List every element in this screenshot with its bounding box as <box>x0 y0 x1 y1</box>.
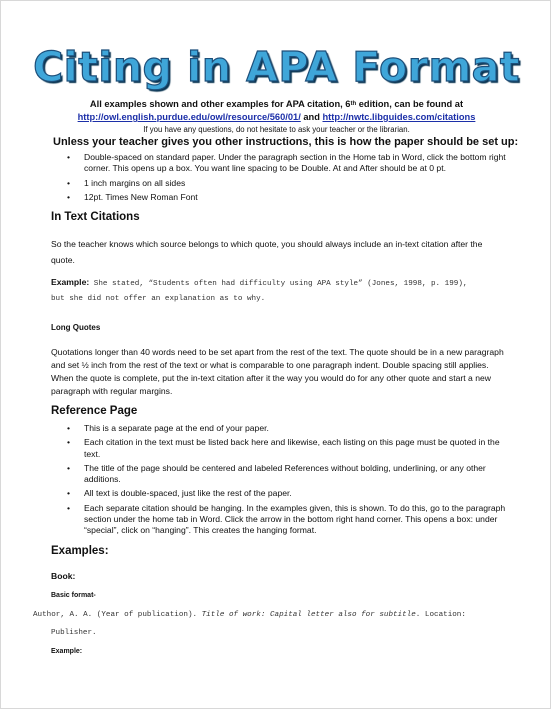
questions-note: If you have any questions, do not hesitate to ask your teacher or the librarian. <box>143 125 410 134</box>
list-item <box>67 503 509 537</box>
bullet-icon: • <box>67 152 71 162</box>
example-label-bottom: Example: <box>51 648 83 655</box>
bullet-icon: • <box>67 462 71 473</box>
reference-page-heading: Reference Page <box>51 405 138 417</box>
list-item-text: 1 inch margins on all sides <box>84 177 186 188</box>
list-item <box>67 178 509 189</box>
in-text-paragraph: So the teacher knows which source belongs to which quote, you should always include an in-text citation after the quote. <box>51 239 483 265</box>
list-item <box>67 152 509 175</box>
in-text-example-line1 <box>51 272 467 290</box>
setup-list <box>67 152 509 203</box>
reference-list <box>67 423 509 537</box>
purdue-owl-link[interactable]: http://owl.english.purdue.edu/owl/resource/560/01/ <box>77 112 301 122</box>
list-item-text: Double-spaced on standard paper. Under the paragraph section in the Home tab in Word, click the bottom right corner. This opens up a box. You want line spacing to be Double. At and After should be at 0 pt. <box>84 152 506 174</box>
list-item-text: Each citation in the text must be listed back here and likewise, each listing on this page must be quoted in the text. <box>84 437 500 459</box>
citation-location: . Location: <box>415 611 466 619</box>
list-item-text: Each separate citation should be hanging. In the examples given, this is shown. To do this, go to the paragraph section under the home tab in Word. Click the arrow in the bottom right hand corner. This opens a box: under “special”, click on “hanging”. This creates the hanging format. <box>84 502 506 536</box>
list-item <box>67 488 509 499</box>
list-item-text: 12pt. Times New Roman Font <box>84 191 198 202</box>
citation-author-year: Author, A. A. (Year of publication). <box>33 611 202 619</box>
citation-format-line2: Publisher. <box>51 629 97 637</box>
bullet-icon: • <box>67 437 71 448</box>
citation-title: Title of work: Capital letter also for subtitle <box>201 611 416 619</box>
page-title: Citing in APA Format <box>33 43 520 91</box>
list-item <box>67 437 509 460</box>
list-item <box>67 192 509 203</box>
bullet-icon: • <box>67 488 71 499</box>
setup-heading: Unless your teacher gives you other instructions, this is how the paper should be set up: <box>53 136 519 148</box>
citation-format-line1 <box>33 611 466 619</box>
bullet-icon: • <box>67 191 71 202</box>
list-item <box>67 463 509 486</box>
long-quotes-heading: Long Quotes <box>51 323 101 332</box>
list-item-text: This is a separate page at the end of your paper. <box>84 423 269 433</box>
examples-heading: Examples: <box>51 545 109 557</box>
intro-line <box>1 98 551 111</box>
intro-superscript: th <box>350 101 357 107</box>
list-item <box>67 423 509 434</box>
bullet-icon: • <box>67 177 71 188</box>
example-label: Example: <box>51 277 90 287</box>
bullet-icon: • <box>67 423 71 433</box>
basic-format-label: Basic format- <box>51 592 96 599</box>
intro-text-after: edition, can be found at <box>356 99 464 109</box>
nwtc-libguides-link[interactable]: http://nwtc.libguides.com/citations <box>322 112 476 122</box>
links-line <box>1 112 551 122</box>
long-quotes-paragraph: Quotations longer than 40 words need to be set apart from the rest of the text. The quote should be in a new paragraph and set ½ inch from the rest of the text or what is comparable to one paragraph indent. Double spacing still applies. When the quote is complete, put the in-text citation after it the way you would do for any other quote and start a new paragraph with regular margins. <box>51 347 504 396</box>
in-text-heading: In Text Citations <box>51 211 140 223</box>
example-quote: She stated, “Students often had difficulty using APA style” (Jones, 1998, p. 199), <box>89 280 468 288</box>
links-and: and <box>300 112 323 122</box>
list-item-text: The title of the page should be centered and labeled References without bolding, underlining, or any other additions. <box>84 462 486 485</box>
book-label: Book: <box>51 571 76 581</box>
in-text-example-line2: but she did not offer an explanation as to why. <box>51 295 266 303</box>
list-item-text: All text is double-spaced, just like the rest of the paper. <box>84 488 292 499</box>
intro-text: All examples shown and other examples for APA citation, 6 <box>89 99 351 109</box>
bullet-icon: • <box>67 502 71 513</box>
